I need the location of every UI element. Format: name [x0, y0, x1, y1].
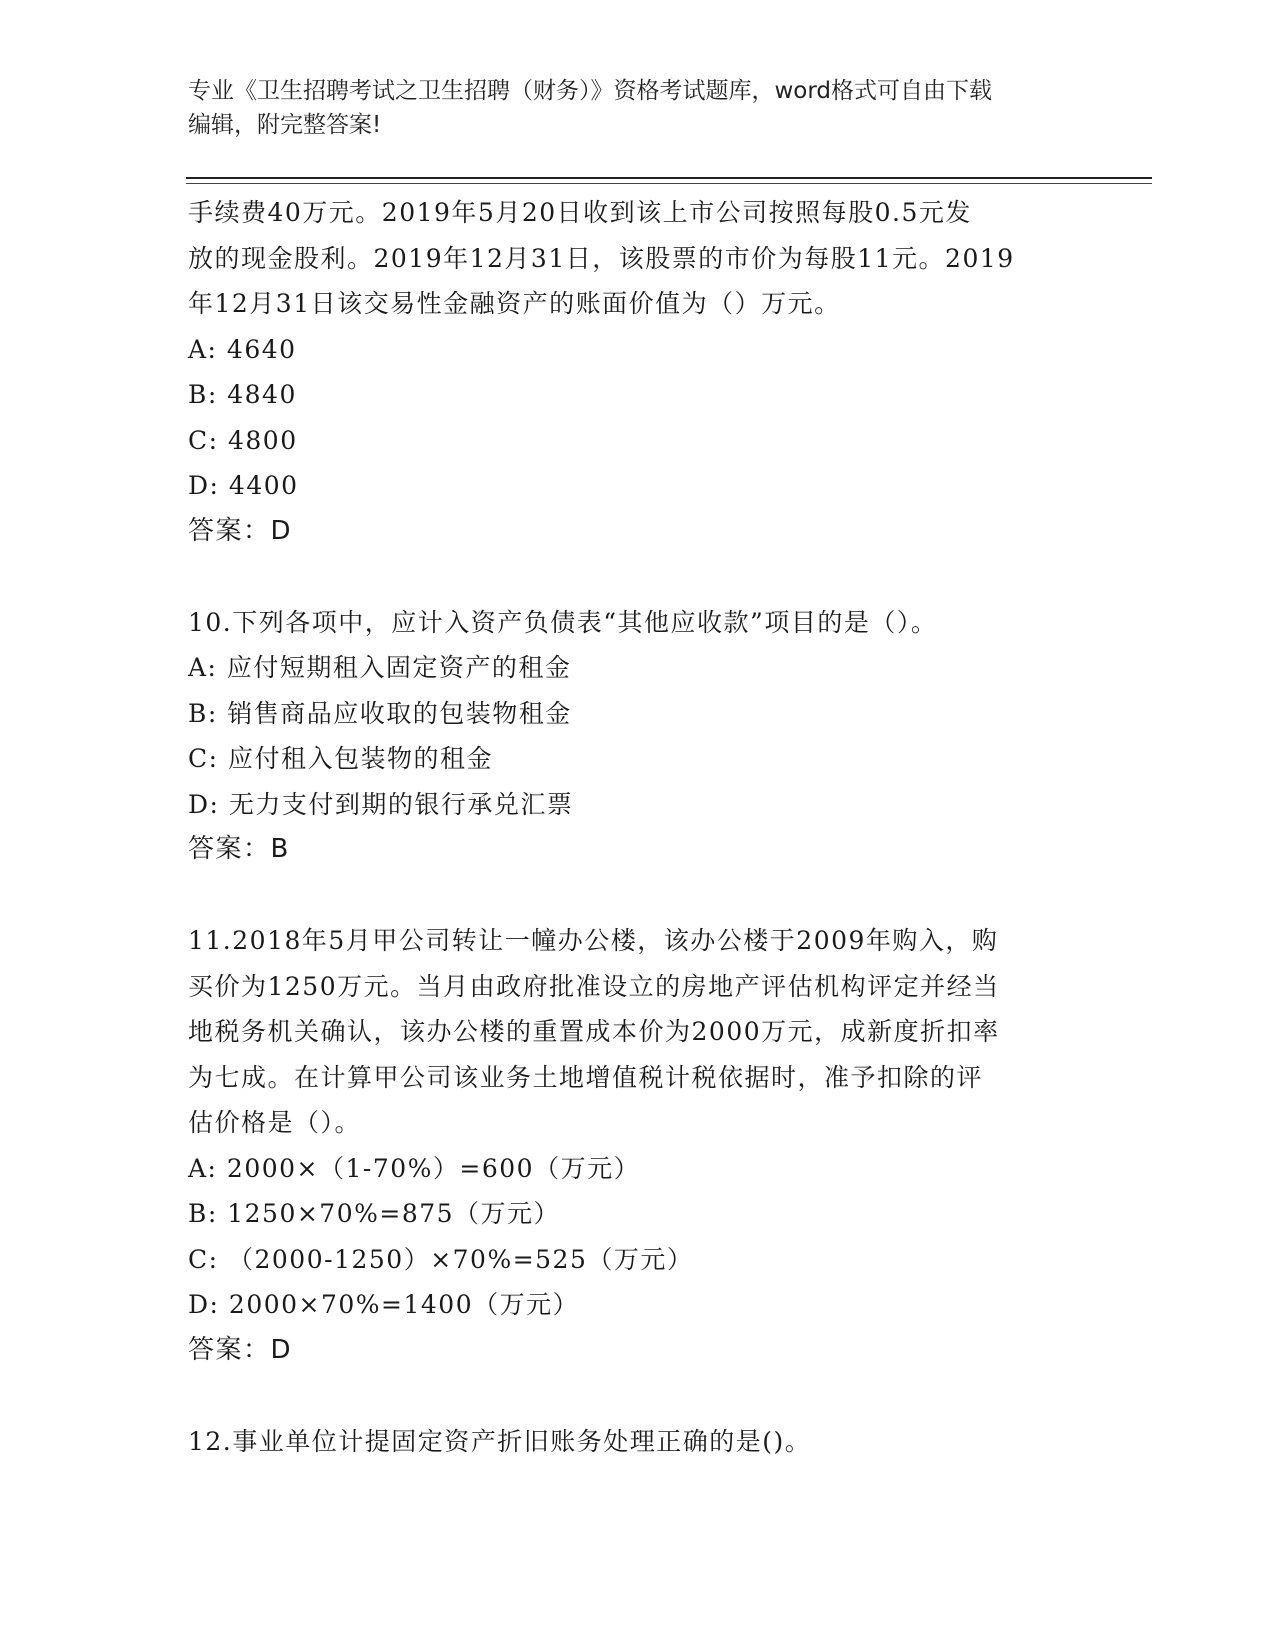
answer-line: 答案：D: [188, 515, 293, 546]
option-a: A: 2000×（1-70%）=600（万元）: [188, 1153, 641, 1183]
header-rule-thin: [186, 183, 1152, 184]
question-text-line: 10.下列各项中，应计入资产负债表“其他应收款”项目的是（）。: [188, 607, 938, 637]
question-9: [188, 190, 1088, 554]
option-c: C: 4800: [188, 425, 298, 455]
document-header: [188, 74, 1068, 142]
question-text-line: 放的现金股利。2019年12月31日，该股票的市价为每股11元。2019: [188, 243, 1015, 273]
spacer: [188, 554, 1088, 600]
answer-line: 答案：B: [188, 834, 290, 864]
option-b: B: 1250×70%=875（万元）: [188, 1199, 561, 1228]
document-body: [188, 190, 1088, 1464]
question-text-line: 11.2018年5月甲公司转让一幢办公楼，该办公楼于2009年购入，购: [188, 926, 999, 955]
question-text-line: 买价为1250万元。当月由政府批准设立的房地产评估机构评定并经当: [188, 971, 1000, 1001]
spacer: [188, 873, 1088, 919]
question-text-line: 12.事业单位计提固定资产折旧账务处理正确的是()。: [188, 1426, 812, 1456]
question-text-line: 年12月31日该交易性金融资产的账面价值为（）万元。: [188, 289, 841, 318]
option-b: B: 4840: [188, 380, 297, 409]
header-line-1: 专业《卫生招聘考试之卫生招聘（财务）》资格考试题库，word格式可自由下载: [188, 78, 993, 104]
option-c: C: 应付租入包装物的租金: [188, 744, 493, 773]
question-text-line: 手续费40万元。2019年5月20日收到该上市公司按照每股0.5元发: [188, 198, 972, 227]
option-d: D: 4400: [188, 471, 299, 500]
option-d: D: 2000×70%=1400（万元）: [188, 1290, 580, 1319]
option-b: B: 销售商品应收取的包装物租金: [188, 698, 572, 728]
option-a: A: 4640: [188, 334, 297, 364]
question-12: [188, 1419, 1088, 1465]
question-text-line: 估价格是（）。: [188, 1108, 362, 1137]
question-11: [188, 918, 1088, 1373]
question-text-line: 为七成。在计算甲公司该业务土地增值税计税依据时，准予扣除的评: [188, 1062, 984, 1092]
answer-line: 答案：D: [188, 1334, 293, 1365]
option-d: D: 无力支付到期的银行承兑汇票: [188, 789, 574, 819]
spacer: [188, 1373, 1088, 1419]
header-rule-thick: [186, 177, 1152, 179]
question-10: [188, 600, 1088, 873]
option-a: A: 应付短期租入固定资产的租金: [188, 653, 572, 682]
header-line-2: 编辑，附完整答案!: [188, 112, 382, 138]
option-c: C: （2000-1250）×70%=525（万元）: [188, 1244, 694, 1274]
question-text-line: 地税务机关确认，该办公楼的重置成本价为2000万元，成新度折扣率: [188, 1017, 1000, 1046]
